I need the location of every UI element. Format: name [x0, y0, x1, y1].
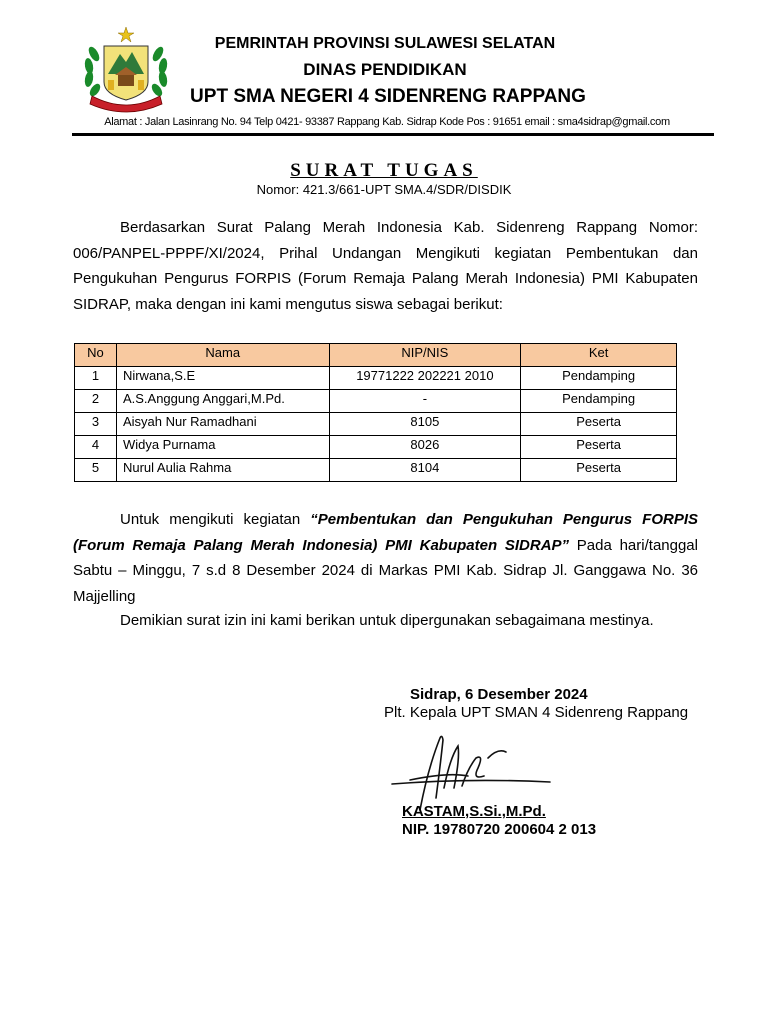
cell-no: 4 — [75, 436, 117, 459]
opening-paragraph: Berdasarkan Surat Palang Merah Indonesia Kab. Sidenreng Rappang Nomor: 006/PANPEL-PPPF/XI/2024, Prihal Undangan Mengikuti kegiatan Pembentukan dan Pengukuhan Pengurus FORPIS (Forum Remaja Palang Merah Indonesia) PMI Kabupaten SIDRAP, maka dengan ini kami mengutus siswa sebagai berikut: — [73, 219, 698, 313]
cell-no: 2 — [75, 390, 117, 413]
header-nip: NIP/NIS — [329, 344, 521, 367]
signature-position: Plt. Kepala UPT SMAN 4 Sidenreng Rappang — [384, 704, 689, 721]
cell-ket: Peserta — [521, 413, 677, 436]
table-row — [75, 436, 677, 459]
header-no: No — [75, 344, 117, 367]
table-row — [75, 413, 677, 436]
cell-nip: 8104 — [329, 459, 521, 482]
participants-table — [74, 343, 677, 482]
header-nama: Nama — [116, 344, 329, 367]
document-title: SURAT TUGAS — [290, 160, 478, 181]
document-number: Nomor: 421.3/661-UPT SMA.4/SDR/DISDIK — [256, 182, 512, 197]
cell-ket: Pendamping — [521, 390, 677, 413]
cell-nama: A.S.Anggung Anggari,M.Pd. — [116, 390, 329, 413]
letterhead-school: UPT SMA NEGERI 4 SIDENRENG RAPPANG — [190, 86, 586, 107]
cell-no: 5 — [75, 459, 117, 482]
cell-nip: 8026 — [329, 436, 521, 459]
cell-nama: Aisyah Nur Ramadhani — [116, 413, 329, 436]
cell-nip: - — [329, 390, 521, 413]
letterhead-divider — [72, 133, 714, 136]
event-details: Pada hari/tanggal Sabtu – Minggu, 7 s.d 8 Desember 2024 di Markas PMI Kab. Sidrap Jl. Ganggawa No. 36 Majjelling — [73, 536, 698, 605]
cell-ket: Pendamping — [521, 367, 677, 390]
cell-no: 3 — [75, 413, 117, 436]
cell-nama: Nirwana,S.E — [116, 367, 329, 390]
cell-nama: Widya Purnama — [116, 436, 329, 459]
letterhead-department: DINAS PENDIDIKAN — [303, 60, 467, 79]
event-name: “Pembentukan dan Pengukuhan Pengurus FORPIS (Forum Remaja Palang Merah Indonesia) PMI Kabupaten SIDRAP” — [73, 511, 698, 554]
table-row — [75, 390, 677, 413]
letterhead-government: PEMRINTAH PROVINSI SULAWESI SELATAN — [214, 35, 556, 52]
cell-ket: Peserta — [521, 459, 677, 482]
signature-place-date: Sidrap, 6 Desember 2024 — [410, 686, 588, 703]
event-paragraph — [73, 507, 698, 609]
table-row — [75, 367, 677, 390]
signatory-nip: NIP. 19780720 200604 2 013 — [402, 821, 597, 838]
closing-paragraph: Demikian surat izin ini kami berikan untuk dipergunakan sebagaimana mestinya. — [120, 612, 654, 629]
table-header-row — [75, 344, 677, 367]
signatory-name: KASTAM,S.Si.,M.Pd. — [402, 803, 546, 820]
header-ket: Ket — [521, 344, 677, 367]
event-lead: Untuk mengikuti kegiatan — [120, 511, 311, 528]
cell-ket: Peserta — [521, 436, 677, 459]
cell-no: 1 — [75, 367, 117, 390]
cell-nip: 19771222 202221 2010 — [329, 367, 521, 390]
cell-nip: 8105 — [329, 413, 521, 436]
province-emblem-logo — [80, 24, 172, 114]
table-row — [75, 459, 677, 482]
cell-nama: Nurul Aulia Rahma — [116, 459, 329, 482]
letterhead-address: Alamat : Jalan Lasinrang No. 94 Telp 0421- 93387 Rappang Kab. Sidrap Kode Pos : 91651 email : sma4sidrap@gmail.com — [104, 116, 670, 128]
